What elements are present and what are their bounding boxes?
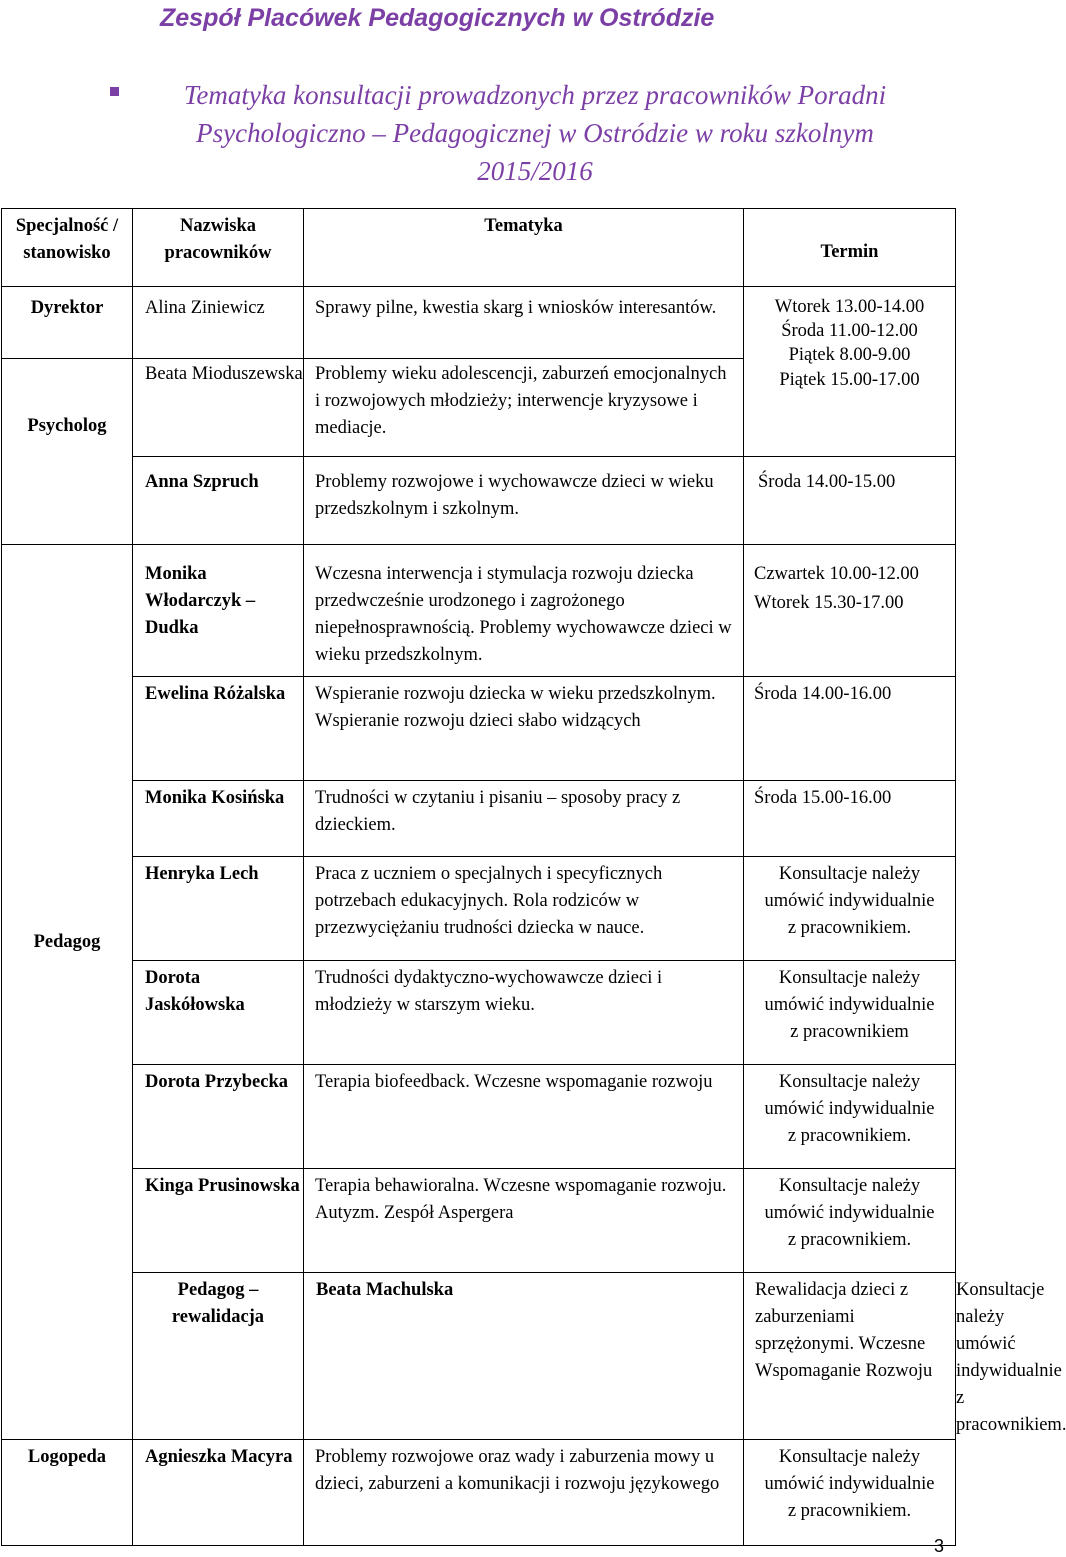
subtitle-text (110, 76, 950, 190)
role-dyrektor: Dyrektor (2, 287, 133, 359)
subtitle-line-3: 2015/2016 (477, 156, 593, 186)
term-line: Konsultacje należy (778, 968, 921, 988)
table-header-row (2, 209, 956, 287)
table-row (2, 961, 956, 1065)
role-pedagog: Pedagog (2, 545, 133, 1440)
employee-name: Kinga Prusinowska (133, 1169, 304, 1273)
term-line: Konsultacje należy (778, 1176, 921, 1196)
consultation-topic: Problemy rozwojowe oraz wady i zaburzenia mowy u dzieci, zaburzeni a komunikacji i rozwoju językowego (304, 1440, 744, 1546)
consultation-term (744, 1065, 956, 1169)
term-line: Wtorek 15.30-17.00 (754, 593, 904, 613)
term-line: z pracownikiem (790, 1022, 909, 1042)
consultation-term (744, 1440, 956, 1546)
table-row: Pedagog – rewalidacja Beata Machulska Rewalidacja dzieci z zaburzeniami sprzężonymi. Wczesne Wspomaganie Rozwoju Konsultacje należy umówić indywidualnie z pracownikiem. (2, 1273, 956, 1440)
header-role: Specjalność / stanowisko (2, 209, 133, 287)
term-line: z pracownikiem. (787, 1230, 912, 1250)
employee-name: Agnieszka Macyra (133, 1440, 304, 1546)
consultation-term: Środa 14.00-16.00 (744, 677, 956, 781)
term-line: z pracownikiem. (787, 1126, 912, 1146)
consultation-topic: Rewalidacja dzieci z zaburzeniami sprzężonymi. Wczesne Wspomaganie Rozwoju (744, 1273, 956, 1440)
header-names: Nazwiska pracowników (133, 209, 304, 287)
term-line: z pracownikiem. (787, 918, 912, 938)
employee-name: Henryka Lech (133, 857, 304, 961)
term-line: umówić indywidualnie (764, 891, 935, 911)
consultation-schedule-table (1, 208, 1066, 1546)
header-topic: Tematyka (304, 209, 744, 287)
employee-name: Ewelina Różalska (133, 677, 304, 781)
header-term: Termin (744, 209, 956, 287)
term-line: umówić indywidualnie (764, 1203, 935, 1223)
consultation-topic: Wczesna interwencja i stymulacja rozwoju dziecka przedwcześnie urodzonego i zagrożonego niepełnosprawnością. Problemy wychowawcze dzieci w wieku przedszkolnym. (304, 545, 744, 677)
table-row (2, 545, 956, 677)
table-row (2, 1440, 956, 1546)
consultation-term (744, 857, 956, 961)
consultation-topic: Problemy rozwojowe i wychowawcze dzieci w wieku przedszkolnym i szkolnym. (304, 457, 744, 545)
consultation-term: Środa 15.00-16.00 (744, 781, 956, 857)
role-logopeda: Logopeda (2, 1440, 133, 1546)
term-line: umówić indywidualnie (764, 995, 935, 1015)
term-line: umówić indywidualnie (764, 1099, 935, 1119)
subtitle-line-2: Psychologiczno – Pedagogicznej w Ostródzie w roku szkolnym (196, 118, 874, 148)
consultation-topic: Trudności dydaktyczno-wychowawcze dzieci i młodzieży w starszym wieku. (304, 961, 744, 1065)
subtitle-line-1: Tematyka konsultacji prowadzonych przez pracowników Poradni (183, 80, 887, 110)
page-number: 3 (933, 1536, 944, 1556)
consultation-topic: Sprawy pilne, kwestia skarg i wniosków interesantów. (304, 287, 744, 359)
institution-title: Zespół Placówek Pedagogicznych w Ostródzie (160, 4, 715, 32)
employee-name: Dorota Przybecka (133, 1065, 304, 1169)
consultation-term (744, 961, 956, 1065)
term-line: z pracownikiem. (787, 1501, 912, 1521)
table-row (2, 1169, 956, 1273)
employee-name: Monika Włodarczyk – Dudka (133, 545, 304, 677)
employee-name: Monika Kosińska (133, 781, 304, 857)
consultation-topic: Problemy wieku adolescencji, zaburzeń emocjonalnych i rozwojowych młodzieży; interwencje kryzysowe i mediacje. (304, 359, 744, 457)
term-line: Środa 11.00-12.00 (781, 321, 918, 341)
term-line: Konsultacje należy (778, 1447, 921, 1467)
term-line: Konsultacje należy (778, 864, 921, 884)
table-row (2, 457, 956, 545)
employee-name: Alina Ziniewicz (133, 287, 304, 359)
employee-name: Anna Szpruch (133, 457, 304, 545)
consultation-term: Środa 14.00-15.00 (744, 457, 956, 545)
role-pedagog-rewalidacja: Pedagog – rewalidacja (133, 1273, 304, 1440)
employee-name: Beata Mioduszewska (133, 359, 304, 457)
role-psycholog: Psycholog (2, 359, 133, 545)
consultation-term (744, 545, 956, 677)
term-line: Wtorek 13.00-14.00 (774, 297, 925, 317)
term-line: Piątek 15.00-17.00 (779, 370, 920, 390)
table-row (2, 1065, 956, 1169)
term-line: umówić indywidualnie (764, 1474, 935, 1494)
square-bullet-icon (110, 87, 119, 96)
term-line: Czwartek 10.00-12.00 (754, 564, 919, 584)
consultation-topic: Praca z uczniem o specjalnych i specyficznych potrzebach edukacyjnych. Rola rodziców w przezwyciężaniu trudności dziecka w nauce. (304, 857, 744, 961)
employee-name: Dorota Jaskółowska (133, 961, 304, 1065)
table-row (2, 857, 956, 961)
consultation-term (744, 1169, 956, 1273)
employee-name: Beata Machulska (304, 1273, 744, 1440)
consultation-term (744, 287, 956, 457)
consultation-topic: Trudności w czytaniu i pisaniu – sposoby pracy z dzieckiem. (304, 781, 744, 857)
document-subtitle (110, 76, 950, 190)
consultation-topic: Wspieranie rozwoju dziecka w wieku przedszkolnym. Wspieranie rozwoju dzieci słabo widzących (304, 677, 744, 781)
consultation-topic: Terapia biofeedback. Wczesne wspomaganie rozwoju (304, 1065, 744, 1169)
table-row (2, 287, 956, 359)
table-row (2, 677, 956, 781)
table-row (2, 781, 956, 857)
term-line: Konsultacje należy (778, 1072, 921, 1092)
consultation-topic: Terapia behawioralna. Wczesne wspomaganie rozwoju. Autyzm. Zespół Aspergera (304, 1169, 744, 1273)
term-line: Piątek 8.00-9.00 (788, 345, 911, 365)
